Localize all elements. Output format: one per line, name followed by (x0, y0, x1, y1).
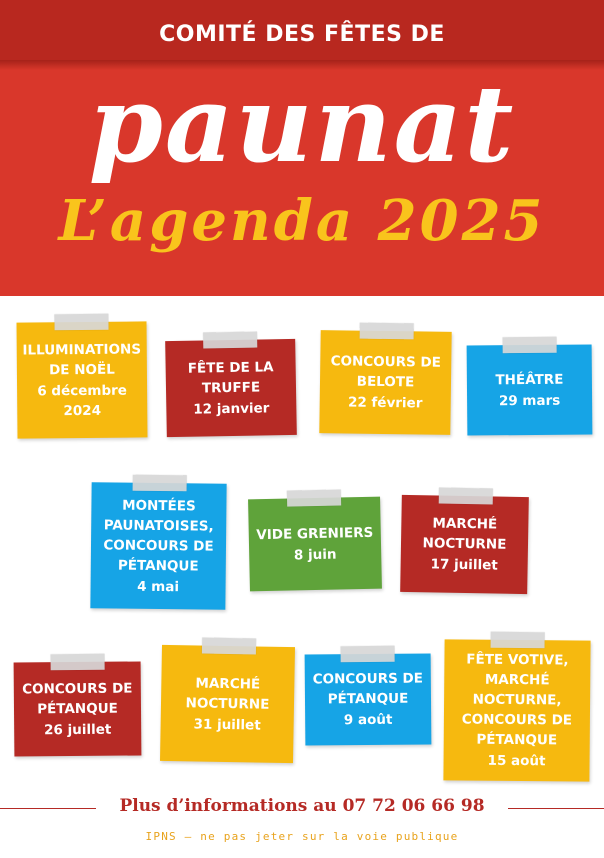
tape-strip (132, 475, 186, 492)
event-note (160, 645, 295, 763)
event-date: 22 février (347, 394, 423, 412)
event-note (14, 661, 142, 756)
tape-strip (54, 314, 108, 330)
event-title: MARCHÉ NOCTURNE (422, 515, 507, 553)
event-date: 15 août (487, 752, 546, 770)
event-date: 4 mai (137, 578, 180, 595)
event-note (467, 344, 593, 435)
event-date: 12 janvier (193, 399, 270, 418)
event-date: 26 juillet (44, 721, 112, 738)
event-note (248, 497, 382, 592)
event-note (165, 339, 297, 437)
tape-strip (203, 332, 257, 349)
header-banner (0, 0, 604, 296)
event-title: FÊTE VOTIVE, MARCHÉ NOCTURNE, CONCOURS DE PÉTANQUE (461, 651, 573, 749)
event-title: CONCOURS DE BELOTE (330, 353, 442, 391)
ipns-notice: IPNS – ne pas jeter sur la voie publique (145, 830, 459, 843)
event-note (305, 653, 432, 745)
event-date: 6 décembre 2024 (37, 382, 127, 419)
event-note (319, 330, 451, 435)
tape-strip (502, 337, 556, 353)
tape-strip (491, 632, 545, 648)
tape-strip (341, 646, 395, 662)
event-note (400, 495, 529, 594)
event-date: 8 juin (293, 546, 337, 563)
tape-strip (50, 654, 104, 670)
event-date: 29 mars (498, 392, 561, 409)
event-note (16, 321, 147, 438)
event-title: THÉÂTRE (495, 371, 564, 388)
event-title: MARCHÉ NOCTURNE (185, 674, 270, 713)
event-title: MONTÉES PAUNATOISES, CONCOURS DE PÉTANQUE (103, 497, 214, 574)
event-title: CONCOURS DE PÉTANQUE (312, 670, 424, 708)
tape-strip (287, 489, 341, 506)
tape-strip (359, 323, 413, 340)
committee-title: COMITÉ DES FÊTES DE (159, 22, 445, 47)
event-title: VIDE GRENIERS (256, 524, 374, 543)
event-date: 31 juillet (193, 715, 261, 734)
event-title: ILLUMINATIONS DE NOËL (22, 340, 142, 378)
agenda-title: L’agenda 2025 (58, 188, 546, 254)
tape-strip (201, 638, 255, 655)
event-title: FÊTE DE LA TRUFFE (187, 358, 274, 397)
tape-strip (438, 488, 492, 505)
event-note (443, 639, 590, 781)
event-note (90, 482, 226, 609)
contact-info: Plus d’informations au 07 72 06 66 98 (119, 796, 485, 816)
event-date: 9 août (343, 711, 393, 729)
town-name: paunat (88, 61, 516, 186)
event-date: 17 juillet (430, 556, 498, 574)
event-title: CONCOURS DE PÉTANQUE (22, 680, 133, 717)
